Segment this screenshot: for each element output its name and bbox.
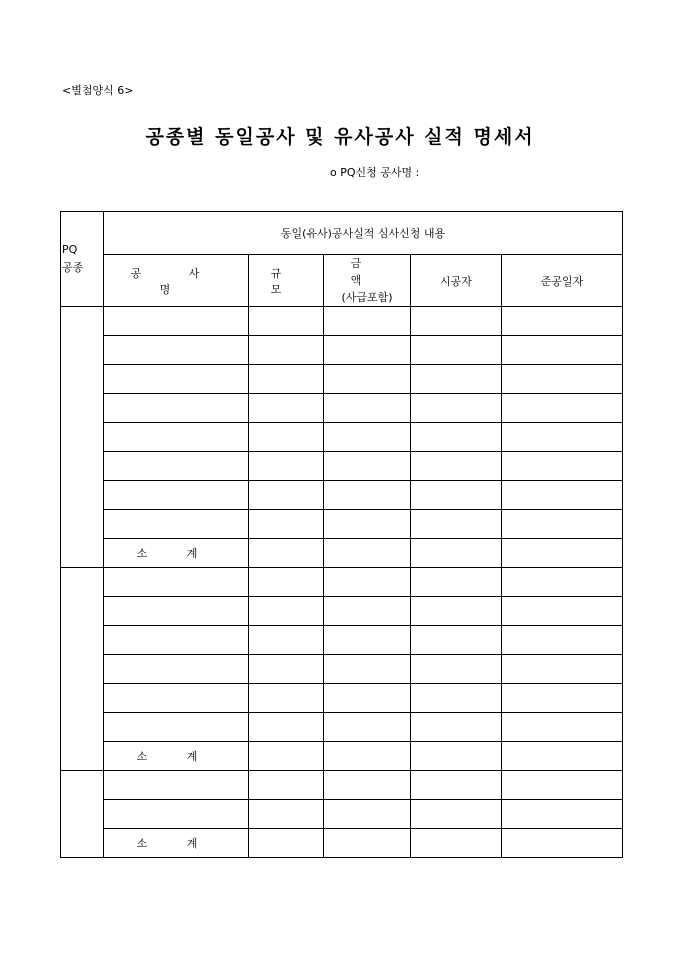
completion-date-cell[interactable] (502, 365, 623, 394)
contractor-cell[interactable] (411, 365, 502, 394)
scale-cell[interactable] (249, 684, 324, 713)
completion-date-cell[interactable] (502, 481, 623, 510)
amount-cell[interactable] (324, 481, 411, 510)
column-header-row (61, 255, 623, 307)
amount-cell[interactable] (324, 829, 411, 858)
project-name-cell[interactable] (104, 452, 249, 481)
completion-date-cell[interactable] (502, 655, 623, 684)
scale-cell[interactable] (249, 394, 324, 423)
contractor-cell[interactable] (411, 829, 502, 858)
completion-date-cell[interactable] (502, 684, 623, 713)
table-row (61, 481, 623, 510)
scale-cell[interactable] (249, 452, 324, 481)
table-row (61, 394, 623, 423)
pq-trade-cell-3[interactable] (61, 771, 104, 858)
scale-cell[interactable] (249, 655, 324, 684)
amount-cell[interactable] (324, 539, 411, 568)
project-name-cell[interactable] (104, 481, 249, 510)
contractor-cell[interactable] (411, 684, 502, 713)
amount-cell[interactable] (324, 771, 411, 800)
contractor-cell[interactable] (411, 771, 502, 800)
project-name-cell[interactable] (104, 800, 249, 829)
completion-date-cell[interactable] (502, 394, 623, 423)
pq-header-line1: PQ (62, 243, 78, 256)
completion-date-cell[interactable] (502, 829, 623, 858)
group-header: 동일(유사)공사실적 심사신청 내용 (104, 212, 623, 255)
scale-cell[interactable] (249, 481, 324, 510)
project-name-cell[interactable] (104, 365, 249, 394)
project-name-cell[interactable] (104, 771, 249, 800)
scale-cell[interactable] (249, 713, 324, 742)
amount-cell[interactable] (324, 684, 411, 713)
scale-cell[interactable] (249, 423, 324, 452)
contractor-cell[interactable] (411, 452, 502, 481)
col-header-scale: 규 모 (249, 255, 324, 307)
completion-date-cell[interactable] (502, 597, 623, 626)
completion-date-cell[interactable] (502, 568, 623, 597)
completion-date-cell[interactable] (502, 539, 623, 568)
subtotal-row (61, 742, 623, 771)
project-name-cell[interactable] (104, 597, 249, 626)
amount-cell[interactable] (324, 597, 411, 626)
table-row (61, 452, 623, 481)
completion-date-cell[interactable] (502, 510, 623, 539)
contractor-cell[interactable] (411, 539, 502, 568)
completion-date-cell[interactable] (502, 742, 623, 771)
contractor-cell[interactable] (411, 626, 502, 655)
table-row (61, 423, 623, 452)
scale-cell[interactable] (249, 510, 324, 539)
amount-cell[interactable] (324, 423, 411, 452)
performance-table (60, 211, 623, 858)
form-number-label: <별첨양식 6> (62, 84, 134, 97)
scale-cell[interactable] (249, 336, 324, 365)
completion-date-cell[interactable] (502, 713, 623, 742)
project-name-cell[interactable] (104, 394, 249, 423)
contractor-cell[interactable] (411, 597, 502, 626)
project-name-cell[interactable] (104, 307, 249, 336)
scale-cell[interactable] (249, 307, 324, 336)
project-name-cell[interactable] (104, 626, 249, 655)
table-row (61, 771, 623, 800)
contractor-cell[interactable] (411, 568, 502, 597)
document-title: 공종별 동일공사 및 유사공사 실적 명세서 (145, 126, 535, 148)
completion-date-cell[interactable] (502, 771, 623, 800)
subtotal-label: 소 계 (104, 829, 249, 858)
amount-cell[interactable] (324, 655, 411, 684)
contractor-cell[interactable] (411, 742, 502, 771)
table-header-row (61, 212, 623, 255)
table-row (61, 800, 623, 829)
amount-cell[interactable] (324, 568, 411, 597)
scale-cell[interactable] (249, 539, 324, 568)
scale-cell[interactable] (249, 742, 324, 771)
scale-cell[interactable] (249, 771, 324, 800)
completion-date-cell[interactable] (502, 452, 623, 481)
subtotal-label: 소 계 (104, 742, 249, 771)
col-header-amount-line1: 금 액 (350, 257, 384, 287)
table-row (61, 336, 623, 365)
contractor-cell[interactable] (411, 510, 502, 539)
scale-cell[interactable] (249, 597, 324, 626)
amount-cell[interactable] (324, 452, 411, 481)
col-header-completion-date: 준공일자 (502, 255, 623, 307)
contractor-cell[interactable] (411, 307, 502, 336)
contractor-cell[interactable] (411, 655, 502, 684)
completion-date-cell[interactable] (502, 626, 623, 655)
amount-cell[interactable] (324, 336, 411, 365)
project-name-cell[interactable] (104, 568, 249, 597)
subtotal-label: 소 계 (104, 539, 249, 568)
col-header-contractor: 시공자 (411, 255, 502, 307)
amount-cell[interactable] (324, 800, 411, 829)
project-name-cell[interactable] (104, 510, 249, 539)
col-header-project-name: 공 사 명 (104, 255, 249, 307)
amount-cell[interactable] (324, 307, 411, 336)
completion-date-cell[interactable] (502, 336, 623, 365)
project-name-cell[interactable] (104, 655, 249, 684)
amount-cell[interactable] (324, 365, 411, 394)
amount-cell[interactable] (324, 713, 411, 742)
contractor-cell[interactable] (411, 423, 502, 452)
col-header-amount-line2: (사급포함) (341, 291, 393, 304)
col-header-amount (324, 255, 411, 307)
project-name-cell[interactable] (104, 684, 249, 713)
completion-date-cell[interactable] (502, 307, 623, 336)
table-row (61, 655, 623, 684)
amount-cell[interactable] (324, 510, 411, 539)
project-name-cell[interactable] (104, 713, 249, 742)
scale-cell[interactable] (249, 365, 324, 394)
pq-trade-cell-2[interactable] (61, 568, 104, 771)
scale-cell[interactable] (249, 800, 324, 829)
completion-date-cell[interactable] (502, 800, 623, 829)
subtotal-row (61, 539, 623, 568)
pq-project-name-line: o PQ신청 공사명 : (330, 166, 420, 179)
table-row (61, 365, 623, 394)
amount-cell[interactable] (324, 742, 411, 771)
contractor-cell[interactable] (411, 800, 502, 829)
table-row (61, 597, 623, 626)
table-row (61, 626, 623, 655)
table-row (61, 713, 623, 742)
project-name-cell[interactable] (104, 336, 249, 365)
table-row (61, 510, 623, 539)
contractor-cell[interactable] (411, 394, 502, 423)
scale-cell[interactable] (249, 829, 324, 858)
subtotal-row (61, 829, 623, 858)
contractor-cell[interactable] (411, 336, 502, 365)
completion-date-cell[interactable] (502, 423, 623, 452)
pq-header-line2: 공종 (62, 261, 84, 274)
amount-cell[interactable] (324, 394, 411, 423)
amount-cell[interactable] (324, 626, 411, 655)
table-row (61, 307, 623, 336)
pq-trade-cell-1[interactable] (61, 307, 104, 568)
scale-cell[interactable] (249, 626, 324, 655)
project-name-cell[interactable] (104, 423, 249, 452)
table-row (61, 568, 623, 597)
contractor-cell[interactable] (411, 481, 502, 510)
contractor-cell[interactable] (411, 713, 502, 742)
pq-trade-header (61, 212, 104, 307)
table-row (61, 684, 623, 713)
scale-cell[interactable] (249, 568, 324, 597)
